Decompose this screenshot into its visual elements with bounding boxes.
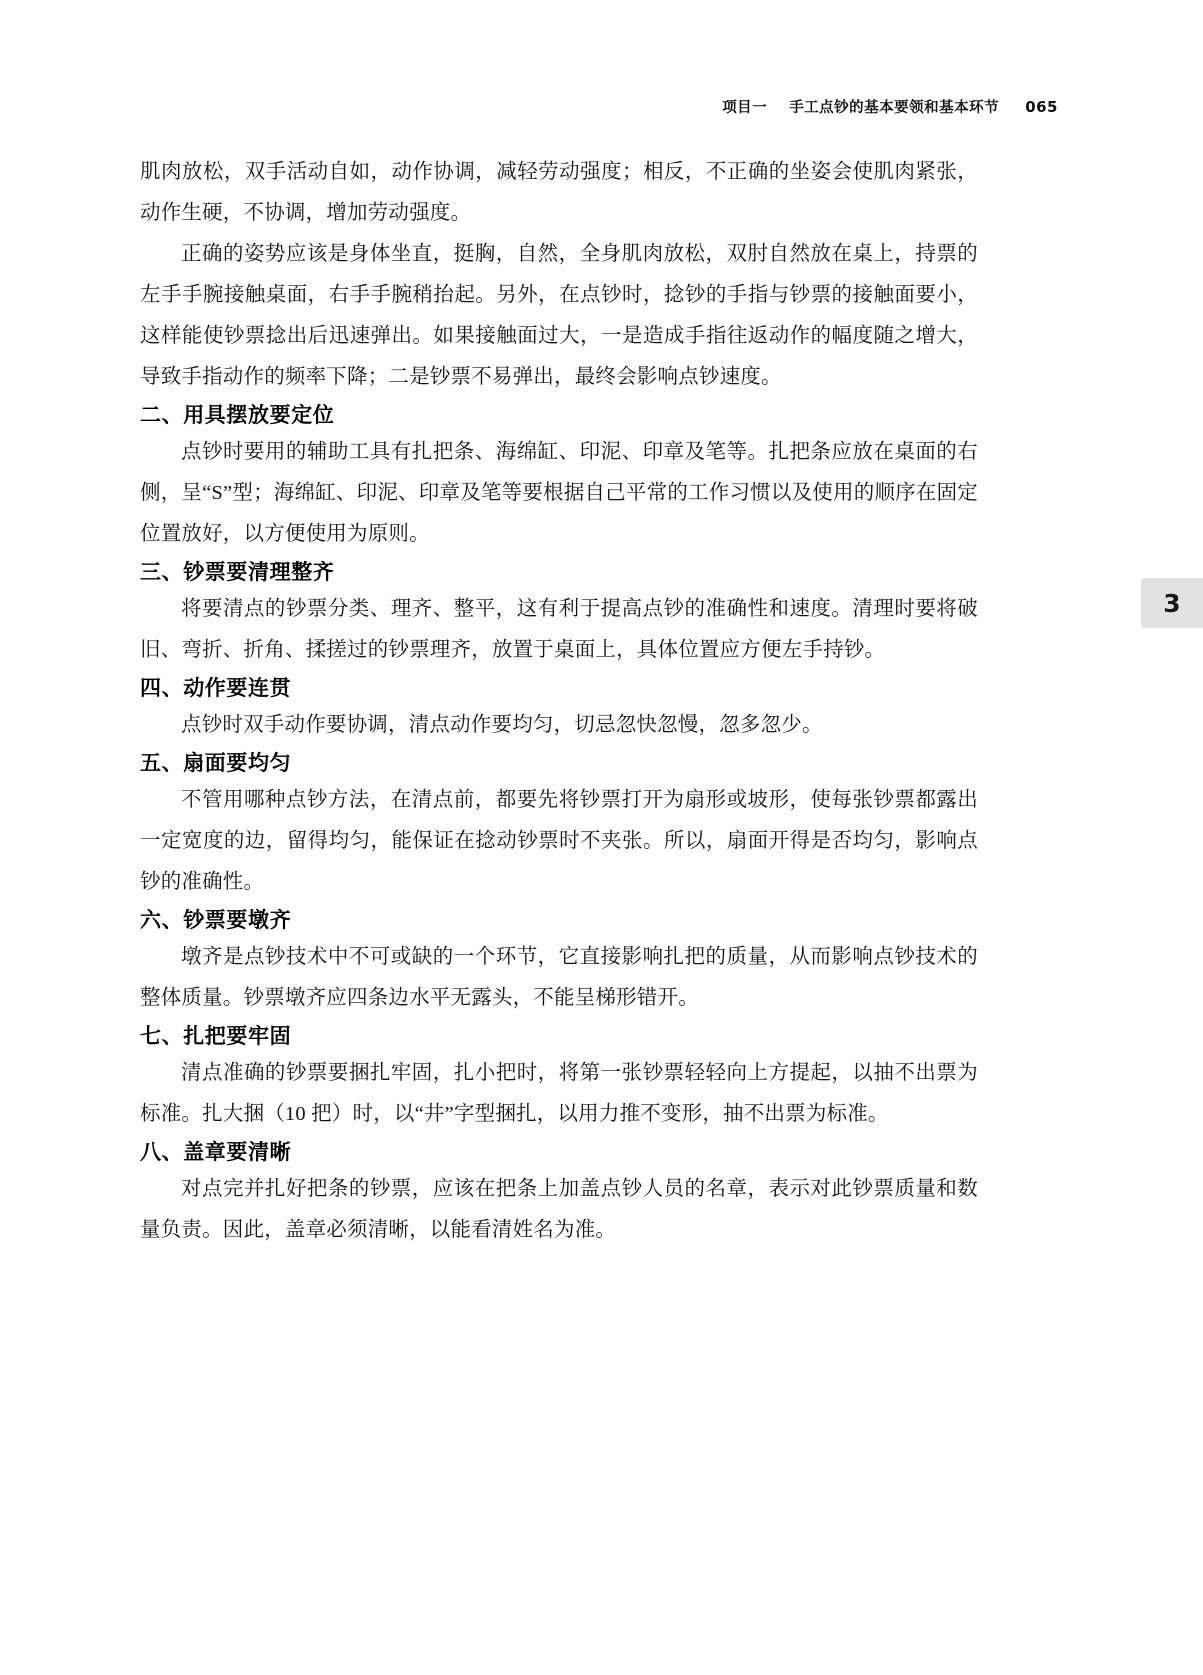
- section-heading-5: 五、扇面要均匀: [140, 751, 292, 775]
- page-number: 065: [1025, 98, 1058, 116]
- section-paragraph-8-1: 对点完并扎好把条的钞票，应该在把条上加盖点钞人员的名章，表示对此钞票质量和数量负责。因此，盖章必须清晰，以能看清姓名为准。: [140, 1178, 978, 1241]
- section-heading-4: 四、动作要连贯: [140, 676, 292, 700]
- section-paragraph-7-1: 清点准确的钞票要捆扎牢固，扎小把时，将第一张钞票轻轻向上方提起，以抽不出票为标准。扎大捆（10 把）时，以“井”字型捆扎，以用力推不变形，抽不出票为标准。: [140, 1062, 978, 1125]
- running-head-title: 手工点钞的基本要领和基本环节: [789, 100, 1000, 116]
- section-heading-2: 二、用具摆放要定位: [140, 403, 335, 427]
- section-heading-7: 七、扎把要牢固: [140, 1024, 292, 1048]
- intro-paragraph-1: 肌肉放松，双手活动自如，动作协调，减轻劳动强度；相反，不正确的坐姿会使肌肉紧张，动作生硬，不协调，增加劳动强度。: [140, 161, 978, 224]
- chapter-side-tab: 3: [1141, 578, 1203, 628]
- section-heading-6: 六、钞票要墩齐: [140, 908, 292, 932]
- running-head-project: 项目一: [722, 100, 768, 116]
- section-paragraph-3-1: 将要清点的钞票分类、理齐、整平，这有利于提高点钞的准确性和速度。清理时要将破旧、弯折、折角、揉搓过的钞票理齐，放置于桌面上，具体位置应方便左手持钞。: [140, 598, 978, 661]
- page-content: [140, 152, 978, 1251]
- section-heading-8: 八、盖章要清晰: [140, 1140, 292, 1164]
- section-paragraph-2-1: 点钞时要用的辅助工具有扎把条、海绵缸、印泥、印章及笔等。扎把条应放在桌面的右侧，呈“S”型；海绵缸、印泥、印章及笔等要根据自己平常的工作习惯以及使用的顺序在固定位置放好，以方便使用为原则。: [140, 441, 978, 545]
- section-heading-3: 三、钞票要清理整齐: [140, 560, 335, 584]
- section-paragraph-4-1: 点钞时双手动作要协调，清点动作要均匀，切忌忽快忽慢，忽多忽少。: [181, 714, 823, 736]
- running-head: [722, 96, 1058, 117]
- section-paragraph-6-1: 墩齐是点钞技术中不可或缺的一个环节，它直接影响扎把的质量，从而影响点钞技术的整体质量。钞票墩齐应四条边水平无露头，不能呈梯形错开。: [140, 946, 978, 1009]
- section-paragraph-5-1: 不管用哪种点钞方法，在清点前，都要先将钞票打开为扇形或坡形，使每张钞票都露出一定宽度的边，留得均匀，能保证在捻动钞票时不夹张。所以，扇面开得是否均匀，影响点钞的准确性。: [140, 789, 978, 893]
- intro-paragraph-2: 正确的姿势应该是身体坐直，挺胸，自然，全身肌肉放松，双肘自然放在桌上，持票的左手手腕接触桌面，右手手腕稍抬起。另外，在点钞时，捻钞的手指与钞票的接触面要小，这样能使钞票捻出后迅速弹出。如果接触面过大，一是造成手指往返动作的幅度随之增大，导致手指动作的频率下降；二是钞票不易弹出，最终会影响点钞速度。: [140, 243, 978, 388]
